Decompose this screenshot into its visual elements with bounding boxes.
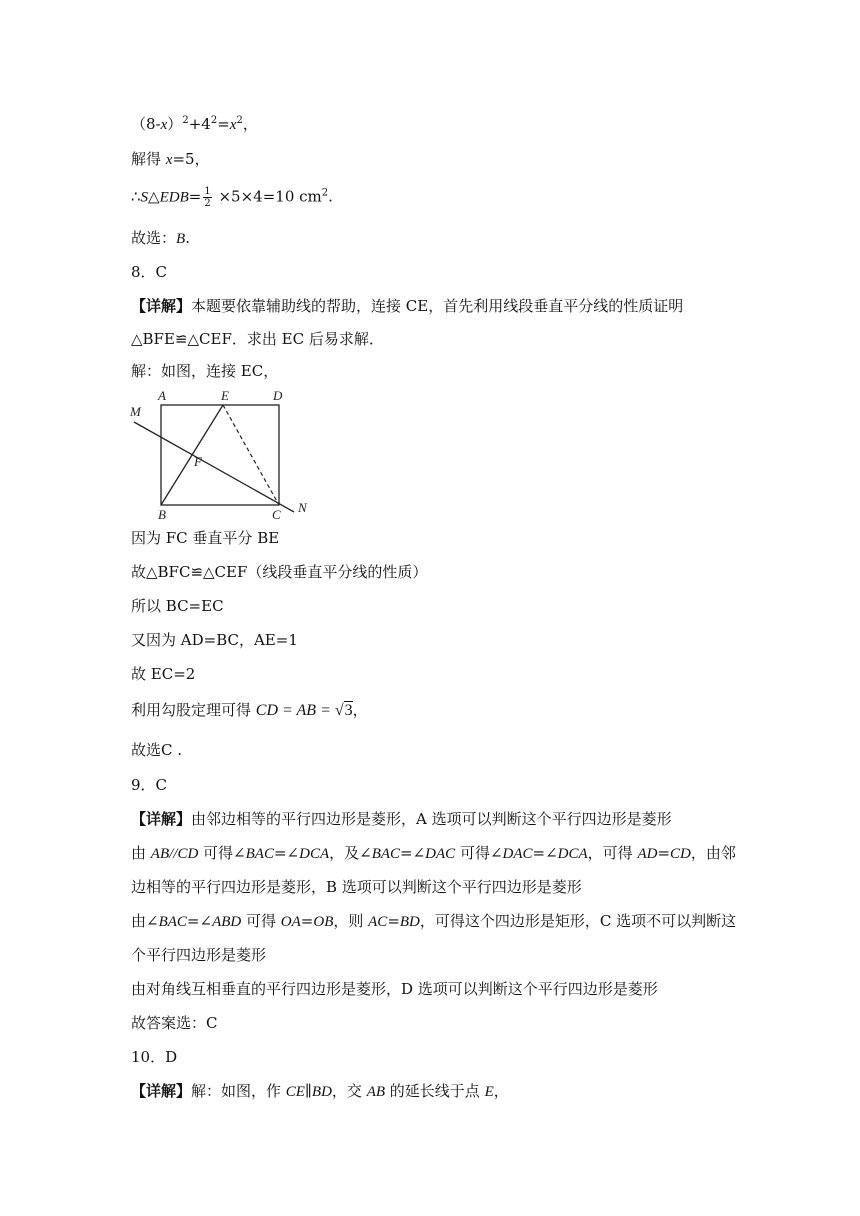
q9-line-6: 由对角线互相垂直的平行四边形是菱形，D 选项可以判断这个平行四边形是菱形: [131, 980, 658, 998]
text: ，交: [331, 1082, 367, 1100]
q8-answer: 故选C .: [131, 741, 183, 759]
math: BAC: [158, 914, 187, 930]
label-e: E: [221, 388, 229, 403]
q10-line-1: [131, 1081, 509, 1102]
q8-detail-2: △BFE≌△CEF．求出 EC 后易求解．: [131, 330, 384, 348]
text: ，可得: [587, 844, 638, 862]
geometry-figure: [126, 386, 326, 521]
solution-line: [131, 149, 210, 170]
label-b: B: [158, 507, 166, 521]
q9-line-5: 个平行四边形是菱形: [131, 946, 267, 964]
text: ，及∠: [329, 844, 372, 862]
text: =: [217, 115, 230, 133]
math: AC: [368, 914, 388, 930]
math: BD: [311, 1084, 332, 1100]
math: BAC: [245, 846, 274, 862]
q9-line-3: 边相等的平行四边形是菱形，B 选项可以判断这个平行四边形是菱形: [131, 878, 582, 896]
q8-detail: [131, 296, 683, 316]
q8-step-5: 故 EC=2: [131, 665, 196, 683]
label-c: C: [272, 507, 281, 521]
q8-step-1: 因为 FC 垂直平分 BE: [131, 529, 280, 547]
q9-line-4: [131, 911, 736, 932]
numerator: 1: [204, 186, 211, 197]
text: =: [657, 844, 671, 862]
question-8-heading: 8．C: [131, 263, 168, 281]
label-n: N: [298, 500, 307, 515]
q9-line-2: [131, 843, 736, 864]
segment-be: [161, 405, 223, 505]
text: （8-: [131, 115, 161, 133]
text: 可得: [241, 912, 281, 930]
var-x: x: [160, 117, 168, 133]
text: 的延长线于点: [385, 1082, 485, 1100]
text: .: [185, 229, 190, 247]
text: ）: [167, 115, 183, 133]
text: =: [188, 187, 202, 206]
text: =∠: [532, 844, 558, 862]
text: =: [387, 912, 400, 930]
q9-line-1: [131, 809, 672, 829]
exponent: 2: [182, 115, 189, 126]
equation-line: [131, 114, 258, 135]
sqrt-expression: √3: [334, 702, 353, 719]
math: AB: [366, 1084, 386, 1100]
exponent: 2: [321, 187, 329, 199]
therefore-symbol: ∴: [131, 187, 141, 206]
text: ∥: [304, 1082, 312, 1100]
question-10-heading: 10．D: [131, 1048, 178, 1066]
triangle-symbol: △: [148, 187, 160, 206]
math: AD: [637, 846, 658, 862]
text: 由∠: [131, 912, 159, 930]
math: DAC: [425, 846, 456, 862]
text: 由邻边相等的平行四边形是菱形，A 选项可以判断这个平行四边形是菱形: [191, 810, 672, 828]
math: CE: [285, 1084, 305, 1100]
text: 故选：: [131, 229, 177, 247]
text: =∠: [273, 844, 300, 862]
q8-step-2: 故△BFC≌△CEF（线段垂直平分线的性质）: [131, 563, 428, 581]
math: DAC: [502, 846, 533, 862]
text: 利用勾股定理可得: [131, 701, 256, 719]
question-9-heading: 9．C: [131, 776, 168, 794]
segment-ec-dashed: [223, 405, 279, 505]
text: +4: [188, 115, 211, 133]
var-x: x: [165, 152, 173, 168]
detail-tag: 【详解】: [131, 297, 192, 315]
rectangle-abcd: [161, 405, 279, 505]
text: ，: [242, 115, 258, 133]
math: BD: [399, 914, 420, 930]
text: 由: [131, 844, 151, 862]
math: E: [484, 1084, 494, 1100]
text: 本题要依靠辅助线的帮助，连接 CE，首先利用线段垂直平分线的性质证明: [191, 297, 684, 315]
text: ×5×4=10 cm: [213, 187, 322, 206]
text: 可得∠: [198, 844, 246, 862]
text: ，: [352, 701, 368, 719]
math: CD: [670, 846, 691, 862]
detail-tag: 【详解】: [131, 810, 192, 828]
math-expression: CD = AB =: [255, 702, 335, 719]
text: 解得: [131, 150, 166, 168]
q8-step-6: [131, 700, 368, 721]
denominator: 2: [204, 198, 211, 209]
text: ，由邻: [690, 844, 736, 862]
answer-letter: B: [176, 231, 186, 247]
math: AB//CD: [150, 846, 199, 862]
label-d: D: [273, 388, 283, 403]
math: DCA: [557, 846, 588, 862]
text: =5，: [172, 150, 210, 168]
exponent: 2: [236, 115, 243, 126]
math: OB: [313, 914, 334, 930]
var-x: x: [229, 117, 237, 133]
answer-line: [131, 228, 190, 249]
var-edb: EDB: [159, 189, 189, 206]
radicand: 3: [344, 702, 353, 719]
fraction-half: [203, 186, 211, 209]
math: BAC: [371, 846, 401, 862]
text: =∠: [400, 844, 426, 862]
label-a: A: [158, 388, 166, 403]
math: DCA: [299, 846, 330, 862]
label-m: M: [130, 404, 141, 419]
q8-step-3: 所以 BC=EC: [131, 597, 224, 615]
detail-tag: 【详解】: [131, 1082, 192, 1100]
math: ABD: [212, 914, 242, 930]
q8-solution-intro: 解：如图，连接 EC，: [131, 362, 279, 380]
text: ，则: [333, 912, 369, 930]
area-line: [131, 186, 333, 209]
line-mn: [134, 422, 294, 512]
q8-step-4: 又因为 AD=BC，AE=1: [131, 631, 298, 649]
math: OA: [280, 914, 301, 930]
q9-answer: 故答案选：C: [131, 1014, 218, 1032]
exponent: 2: [210, 115, 218, 126]
text: 可得∠: [455, 844, 503, 862]
text: .: [328, 187, 333, 206]
text: ，可得这个四边形是矩形，C 选项不可以判断这: [419, 912, 737, 930]
label-f: F: [194, 454, 202, 469]
text: =: [300, 912, 314, 930]
var-s: S: [140, 189, 149, 206]
text: 解：如图，作: [191, 1082, 286, 1100]
text: ，: [493, 1082, 509, 1100]
text: =∠: [186, 912, 213, 930]
